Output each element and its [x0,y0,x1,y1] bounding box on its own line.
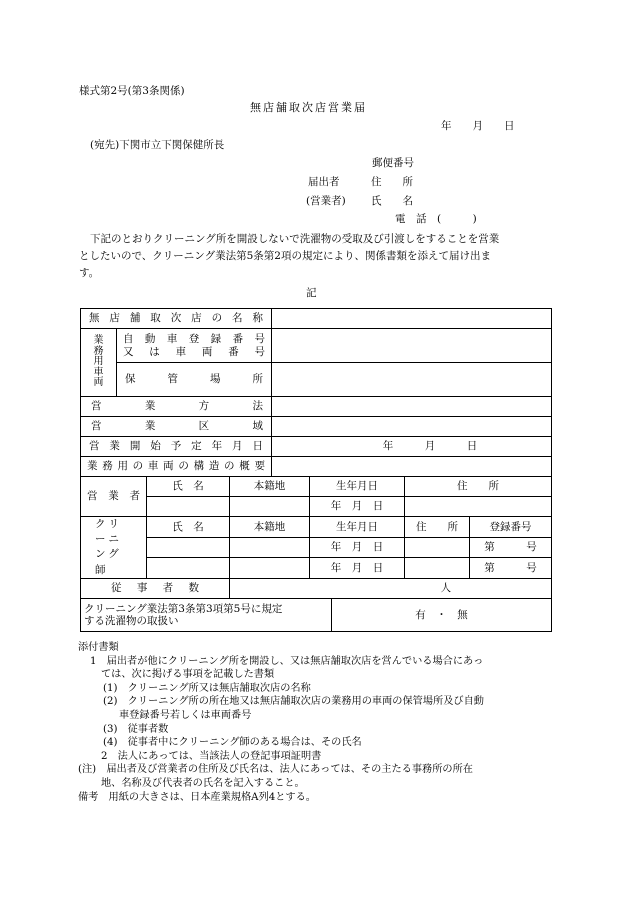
row-cleaner-header [81,517,552,538]
cleaner-address-field[interactable] [405,558,470,579]
storage-label: 保管場所 [117,363,272,397]
intro-line-1: 下記のとおりクリーニング所を開設しないで洗濯物の受取及び引渡しをすることを営業 [90,233,500,245]
note-1a: 1 届出者が他にクリーニング所を開設し、又は無店舗取次店を営んでいる場合にあっ [90,655,484,667]
structure-field[interactable] [272,457,552,477]
row-area [81,417,552,437]
structure-label: 業務用の車両の構造の概要 [81,457,272,477]
row-vehicle-reg [81,329,552,363]
form-table [80,308,552,632]
cleaner-birth-field[interactable]: 年 月 日 [310,537,405,558]
employees-label: 従事者数 [81,578,230,598]
method-label: 営業方法 [81,397,272,417]
intro-line-3: す。 [79,267,100,279]
cleaner-domicile-field[interactable] [230,558,310,579]
cleaner-col-address: 住 所 [405,517,470,538]
row-operator-header [81,477,552,497]
operator-birth-field[interactable]: 年 月 日 [310,497,405,517]
operator-col-address: 住 所 [405,477,552,497]
cleaner-col-domicile: 本籍地 [230,517,310,538]
storage-field[interactable] [272,363,552,397]
employees-field[interactable]: 人 [230,578,552,598]
cleaner-name-field[interactable] [147,558,230,579]
phone-label: 電 話 ( ) [395,213,477,225]
operator-col-domicile: 本籍地 [230,477,310,497]
cleaner-reg-field[interactable]: 第 号 [470,558,552,579]
start-date-field[interactable]: 年 月 日 [272,437,552,457]
row-method [81,397,552,417]
row-store-name [81,309,552,329]
handling-label-1: クリーニング業法第3条第3項第5号に規定 [84,602,283,615]
row-employees [81,578,552,598]
row-cleaner-entry-2 [81,558,552,579]
reg-no-label-1: 自動車登録番号 [123,333,265,346]
notes-section [78,641,558,804]
applicant-label: 届出者 [308,176,340,188]
cleaner-domicile-field[interactable] [230,537,310,558]
cleaner-birth-field[interactable]: 年 月 日 [310,558,405,579]
row-start-date [81,437,552,457]
sub-note-1: (1) クリーニング所又は無店舗取次店の名称 [103,682,311,694]
method-field[interactable] [272,397,552,417]
sub-note-2b: 車登録番号若しくは車両番号 [119,709,252,721]
caution-b: 地、名称及び代表者の氏名を記入すること。 [101,777,305,789]
postal-label: 郵便番号 [372,157,414,169]
business-label: (営業者) [306,195,346,207]
cleaner-col-name: 氏 名 [147,517,230,538]
sub-note-4: (4) 従事者中にクリーニング師のある場合は、その氏名 [103,737,362,749]
row-operator-entry [81,497,552,517]
area-field[interactable] [272,417,552,437]
name-label: 氏 名 [371,195,413,207]
operator-col-birth: 生年月日 [310,477,405,497]
date-line: 年 月 日 [441,120,515,132]
reg-no-label-2: 又は車両番号 [123,345,265,358]
sub-note-2a: (2) クリーニング所の所在地又は無店舗取次店の業務用の車両の保管場所及び自動 [103,696,484,708]
area-label: 営業区域 [81,417,272,437]
operator-col-name: 氏 名 [147,477,230,497]
sub-note-3: (3) 従事者数 [103,723,169,735]
cleaner-col-birth: 生年月日 [310,517,405,538]
ki-label: 記 [306,287,317,299]
attachments-heading: 添付書類 [78,642,119,653]
row-handling [81,598,552,631]
note-1b: ては、次に掲げる事項を記載した書類 [101,669,275,681]
store-name-label: 無店舗取次店の名称 [81,309,272,329]
store-name-field[interactable] [272,309,552,329]
caution-a: (注) 届出者及び営業者の住所及び氏名は、法人にあっては、その主たる事務所の所在 [78,764,473,776]
vehicle-label: 業務用車両 [81,329,117,397]
note-2: 2 法人にあっては、当該法人の登記事項証明書 [101,750,322,762]
cleaner-name-field[interactable] [147,537,230,558]
intro-line-2: としたいので、クリーニング業法第5条第2項の規定により、関係書類を添えて届け出ま [79,250,491,262]
row-cleaner-entry-1 [81,537,552,558]
cleaner-address-field[interactable] [405,537,470,558]
handling-yes-no[interactable]: 有 ・ 無 [332,598,552,631]
start-date-label: 営業開始予定年月日 [81,437,272,457]
operator-address-field[interactable] [405,497,552,517]
operator-label: 営業者 [81,477,147,517]
row-structure [81,457,552,477]
handling-label [81,598,332,631]
cleaner-col-reg: 登録番号 [470,517,552,538]
document-title: 無店舗取次店営業届 [250,101,367,114]
row-storage [81,363,552,397]
handling-label-2: する洗濯物の取扱い [84,614,179,627]
reg-no-label [117,329,272,363]
reg-no-field[interactable] [272,329,552,363]
cleaner-reg-field[interactable]: 第 号 [470,537,552,558]
addressee: (宛先)下関市立下関保健所長 [90,139,225,151]
operator-domicile-field[interactable] [230,497,310,517]
cleaner-label: クリーニング師 [81,517,147,579]
form-number: 様式第2号(第3条関係) [79,85,185,97]
operator-name-field[interactable] [147,497,230,517]
remarks: 備考 用紙の大きさは、日本産業規格A列4とする。 [78,791,316,803]
address-label: 住 所 [371,176,413,188]
